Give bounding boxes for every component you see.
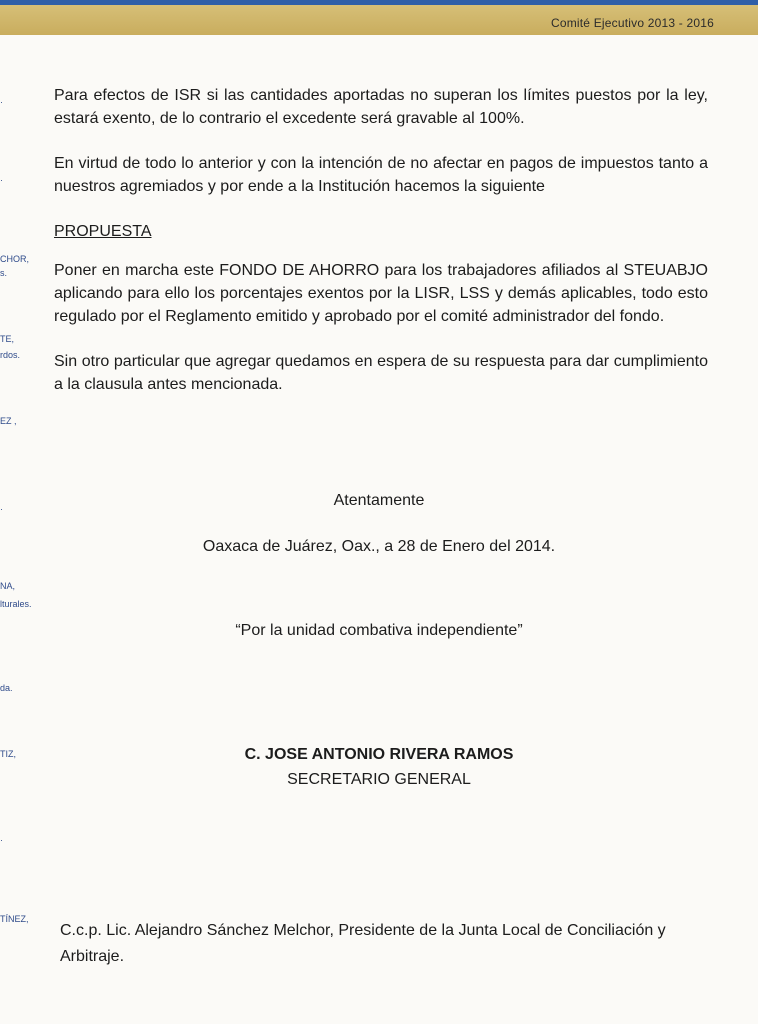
sidebar-fragments: [0, 35, 46, 1024]
sidebar-fragment: rdos.: [0, 350, 21, 360]
sidebar-fragment: s.: [0, 268, 8, 278]
proposal-heading: PROPUESTA: [54, 223, 152, 240]
salutation: Atentamente: [333, 492, 425, 509]
motto: “Por la unidad combativa independiente”: [235, 622, 523, 639]
place-date: Oaxaca de Juárez, Oax., a 28 de Enero del 2014.: [202, 538, 556, 555]
paragraph-isr: Para efectos de ISR si las cantidades aportadas no superan los límites puestos por la ley, estará exento, de lo contrario el excedente será gravable al 100%.: [54, 87, 708, 127]
sidebar-dot: ·: [0, 835, 3, 845]
sidebar-dot: ·: [0, 97, 3, 107]
paragraph-intent: En virtud de todo lo anterior y con la intención de no afectar en pagos de impuestos tanto a nuestros agremiados y por ende a la Institución hacemos la siguiente: [54, 155, 708, 195]
letter-body: [54, 84, 708, 396]
paragraph-proposal: Poner en marcha este FONDO DE AHORRO para los trabajadores afiliados al STEUABJO aplicando para ello los porcentajes exentos por la LISR, LSS y demás aplicables, todo esto regulado por el Reglamento emitido y aprobado por el comité administrador del fondo.: [54, 262, 708, 325]
signer-name: C. JOSE ANTONIO RIVERA RAMOS: [244, 746, 514, 763]
sidebar-dot: ·: [0, 175, 3, 185]
sidebar-fragment: CHOR,: [0, 254, 29, 264]
sidebar-fragment: da.: [0, 683, 13, 693]
paragraph-closing: Sin otro particular que agregar quedamos en espera de su respuesta para dar cumplimiento a la clausula antes mencionada.: [54, 353, 708, 393]
committee-label: Comité Ejecutivo 2013 - 2016: [550, 16, 714, 30]
sidebar-fragment: EZ ,: [0, 416, 17, 426]
sidebar-dot: ·: [0, 504, 3, 514]
sidebar-fragment: NA,: [0, 581, 16, 591]
header-band: [0, 5, 758, 35]
sidebar-fragment: TÍNEZ,: [0, 914, 29, 924]
sidebar-fragment: TE,: [0, 334, 15, 344]
carbon-copy: C.c.p. Lic. Alejandro Sánchez Melchor, Presidente de la Junta Local de Conciliación y Arbitraje.: [60, 922, 666, 965]
signer-title: SECRETARIO GENERAL: [287, 771, 471, 788]
sidebar-fragment: lturales.: [0, 599, 32, 609]
sidebar-fragment: TIZ,: [0, 749, 16, 759]
